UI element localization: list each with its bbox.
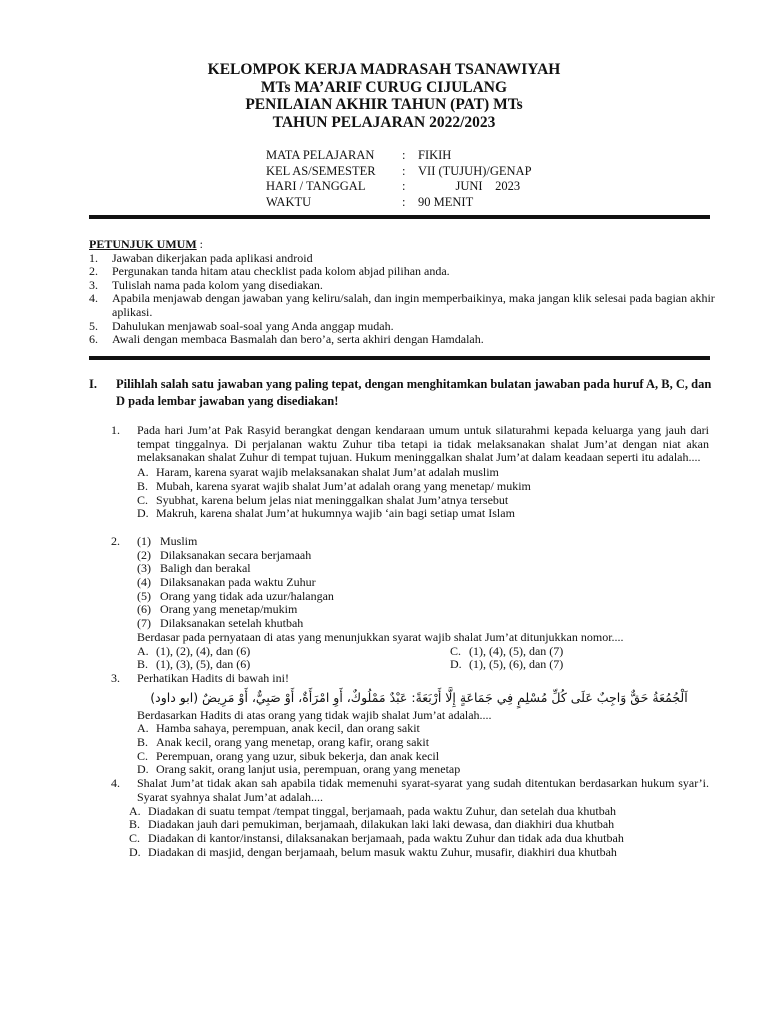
question-stem: Berdasar pada pernyataan di atas yang menunjukkan syarat wajib shalat Jum’at ditunjukkan nomor.... xyxy=(137,629,624,644)
instruction-item: 3. Tulislah nama pada kolom yang disediakan. xyxy=(89,277,323,292)
statement-item: (6) Orang yang menetap/mukim xyxy=(137,602,298,617)
answer-options-grid xyxy=(137,645,735,672)
answer-option: A. Haram, karena syarat wajib melaksanakan shalat Jum’at adalah muslim xyxy=(137,465,499,480)
answer-option: C. Diadakan di kantor/instansi, dilaksanakan berjamaah, pada waktu Zuhur dan tidak ada dua khutbah xyxy=(129,830,624,845)
hadith-text: اَلْجُمُعَةُ حَقٌّ وَاجِبٌ عَلَى كُلِّ مُسْلِمٍ فِي جَمَاعَةٍ إِلَّا أَرْبَعَةً: عَبْدٌ مَمْلُوكٌ، أَوِ امْرَأَةٌ، أَوْ صَبِيٌّ، أَوْ مَرِيضٌ (ابو داود) xyxy=(150,689,688,705)
answer-option: C. (1), (4), (5), dan (7) xyxy=(450,643,564,658)
general-instructions: PETUNJUK UMUM : 1. Jawaban dikerjakan pada aplikasi android 2. Pergunakan tanda hitam atau checklist pada kolom abjad pilihan anda. 3. Tulislah nama pada kolom yang disediakan. 4. Apabila menjawab dengan jawaban yang keliru/salah, dan ingin memperbaikinya, maka jangan klik selesai pada bagian akhir aplikasi. 5. Dahulukan menjawab soal-soal yang Anda anggap mudah. 6. Awali dengan membaca Basmalah dan bero’a, serta akhiri dengan Hamdalah. xyxy=(89,237,715,347)
header-line-school: MTs MA’ARIF CURUG CIJULANG xyxy=(260,78,508,96)
answer-option: B. Diadakan jauh dari pemukiman, berjamaah, dilakukan laki laki dewasa, dan diakhiri dua khutbah xyxy=(129,817,615,832)
instruction-item: 1. Jawaban dikerjakan pada aplikasi android xyxy=(89,250,313,265)
answer-option: B. Anak kecil, orang yang menetap, orang kafir, orang sakit xyxy=(137,735,430,750)
question-stem: Shalat Jum’at tidak akan sah apabila tidak memenuhi syarat-syarat yang sudah ditentukan berdasarkan hukum syar’i. Syarat syahnya shalat Jum’at adalah.... xyxy=(137,776,709,804)
header-line-year: TAHUN PELAJARAN 2022/2023 xyxy=(272,113,496,131)
instructions-title: PETUNJUK UMUM xyxy=(89,237,197,251)
answer-option: C. Perempuan, orang yang uzur, sibuk bekerja, dan anak kecil xyxy=(137,748,440,763)
question-4: 4. Shalat Jum’at tidak akan sah apabila tidak memenuhi syarat-syarat yang sudah ditentukan berdasarkan hukum syar’i. Syarat syahnya shalat Jum’at adalah.... A. Diadakan di suatu tempat /tempat tinggal, berjamaah, pada waktu Zuhur, dan setelah dua khutbah B. Diadakan jauh dari pemukiman, berjamaah, dilakukan laki laki dewasa, dan diakhiri dua khutbah C. Diadakan di kantor/instansi, dilaksanakan berjamaah, pada waktu Zuhur dan tidak ada dua khutbah D. Diadakan di masjid, dengan berjamaah, belum masuk waktu Zuhur, musafir, diakhiri dua khutbah xyxy=(111,776,709,859)
info-row-date: HARI / TANGGAL : JUNI 2023 xyxy=(266,179,521,193)
question-stem: Berdasarkan Hadits di atas orang yang tidak wajib shalat Jum’at adalah.... xyxy=(137,707,492,722)
answer-option: A. (1), (2), (4), dan (6) xyxy=(137,643,251,658)
statement-item: (4) Dilaksanakan pada waktu Zuhur xyxy=(137,575,316,590)
instruction-item: 5. Dahulukan menjawab soal-soal yang Anda anggap mudah. xyxy=(89,318,394,333)
question-stem: Pada hari Jum’at Pak Rasyid berangkat dengan kendaraan umum untuk silaturahmi kepada keluarga yang jauh dari tempat tinggalnya. Di perjalanan waktu Zuhur tiba tetapi ia tidak melaksanakan shalat Jum’at dengan niat akan melaksanakan shalat Zuhur di tempat tujuan. Hukum meninggalkan shalat Jum’at dalam keadaan seperti itu adalah.... xyxy=(137,423,709,465)
statement-item: (1) Muslim xyxy=(137,533,198,548)
instruction-item: 2. Pergunakan tanda hitam atau checklist pada kolom abjad pilihan anda. xyxy=(89,264,450,279)
question-list xyxy=(111,424,709,859)
statement-item: (7) Dilaksanakan setelah khutbah xyxy=(137,616,304,631)
answer-option: B. Mubah, karena syarat wajib shalat Jum’at adalah orang yang menetap/ mukim xyxy=(137,478,531,493)
answer-option: A. Hamba sahaya, perempuan, anak kecil, dan orang sakit xyxy=(137,721,420,736)
info-row-time: WAKTU : 90 MENIT xyxy=(266,194,474,209)
statement-item: (5) Orang yang tidak ada uzur/halangan xyxy=(137,588,334,603)
answer-option: D. Orang sakit, orang lanjut usia, perempuan, orang yang menetap xyxy=(137,762,461,777)
info-row-subject: MATA PELAJARAN : FIKIH xyxy=(266,148,452,162)
answer-option: A. Diadakan di suatu tempat /tempat tinggal, berjamaah, pada waktu Zuhur, dan setelah dua khutbah xyxy=(129,803,617,818)
question-2: 2. (1) Muslim (2) Dilaksanakan secara berjamaah (3) Baligh dan berakal (4) Dilaksanakan pada waktu Zuhur (5) Orang yang tidak ada uzur/halangan (6) Orang yang menetap/mukim (7) Dilaksanakan setelah khutbah Berdasar pada pernyataan di atas yang menunjukkan syarat wajib shalat Jum’at ditunjukkan nomor.... A. (1), (2), (4), dan (6) C. (1), (4), (5), dan (7) B. (1), (3), (5), dan (6) D. (1), (5), (6), dan (7) xyxy=(111,535,709,672)
question-intro: Perhatikan Hadits di bawah ini! xyxy=(137,670,289,685)
header-line-institution: KELOMPOK KERJA MADRASAH TSANAWIYAH xyxy=(207,61,561,78)
info-row-class: KEL AS/SEMESTER : VII (TUJUH)/GENAP xyxy=(266,163,532,178)
statement-item: (2) Dilaksanakan secara berjamaah xyxy=(137,547,312,562)
instruction-item: 6. Awali dengan membaca Basmalah dan bero’a, serta akhiri dengan Hamdalah. xyxy=(89,332,484,347)
instruction-item: 4. Apabila menjawab dengan jawaban yang keliru/salah, dan ingin memperbaikinya, maka jangan klik selesai pada bagian akhir aplikasi. xyxy=(89,291,715,319)
answer-option: D. Diadakan di masjid, dengan berjamaah, belum masuk waktu Zuhur, musafir, diakhiri dua khutbah xyxy=(129,844,617,859)
exam-header xyxy=(0,61,768,131)
answer-option: D. (1), (5), (6), dan (7) xyxy=(450,657,564,672)
section-heading: I. Pilihlah salah satu jawaban yang paling tepat, dengan menghitamkan bulatan jawaban pada huruf A, B, C, dan D pada lembar jawaban yang disediakan! xyxy=(89,377,712,408)
exam-info xyxy=(266,148,532,210)
answer-option: B. (1), (3), (5), dan (6) xyxy=(137,657,251,672)
header-line-exam: PENILAIAN AKHIR TAHUN (PAT) MTs xyxy=(245,96,523,113)
divider-top xyxy=(89,215,710,219)
answer-option: D. Makruh, karena shalat Jum’at hukumnya wajib ‘ain bagi setiap umat Islam xyxy=(137,506,515,521)
question-1: 1. Pada hari Jum’at Pak Rasyid berangkat dengan kendaraan umum untuk silaturahmi kepada keluarga yang jauh dari tempat tinggalnya. Di perjalanan waktu Zuhur tiba tetapi ia tidak melaksanakan shalat Jum’at dengan niat akan melaksanakan shalat Zuhur di tempat tujuan. Hukum meninggalkan shalat Jum’at dalam keadaan seperti itu adalah.... A. Haram, karena syarat wajib melaksanakan shalat Jum’at adalah muslim B. Mubah, karena syarat wajib shalat Jum’at adalah orang yang menetap/ mukim C. Syubhat, karena belum jelas niat meninggalkan shalat Jum’atnya tersebut D. Makruh, karena shalat Jum’at hukumnya wajib ‘ain bagi setiap umat Islam xyxy=(111,423,709,521)
statement-item: (3) Baligh dan berakal xyxy=(137,561,251,576)
answer-option: C. Syubhat, karena belum jelas niat meninggalkan shalat Jum’atnya tersebut xyxy=(137,492,509,507)
question-3: 3. Perhatikan Hadits di bawah ini! اَلْجُمُعَةُ حَقٌّ وَاجِبٌ عَلَى كُلِّ مُسْلِمٍ فِي جَمَاعَةٍ إِلَّا أَرْبَعَةً: عَبْدٌ مَمْلُوكٌ، أَوِ امْرَأَةٌ، أَوْ صَبِيٌّ، أَوْ مَرِيضٌ (ابو داود) Berdasarkan Hadits di atas orang yang tidak wajib shalat Jum’at adalah.... A. Hamba sahaya, perempuan, anak kecil, dan orang sakit B. Anak kecil, orang yang menetap, orang kafir, orang sakit C. Perempuan, orang yang uzur, sibuk bekerja, dan anak kecil D. Orang sakit, orang lanjut usia, perempuan, orang yang menetap xyxy=(111,672,709,777)
divider-bottom xyxy=(89,356,710,360)
